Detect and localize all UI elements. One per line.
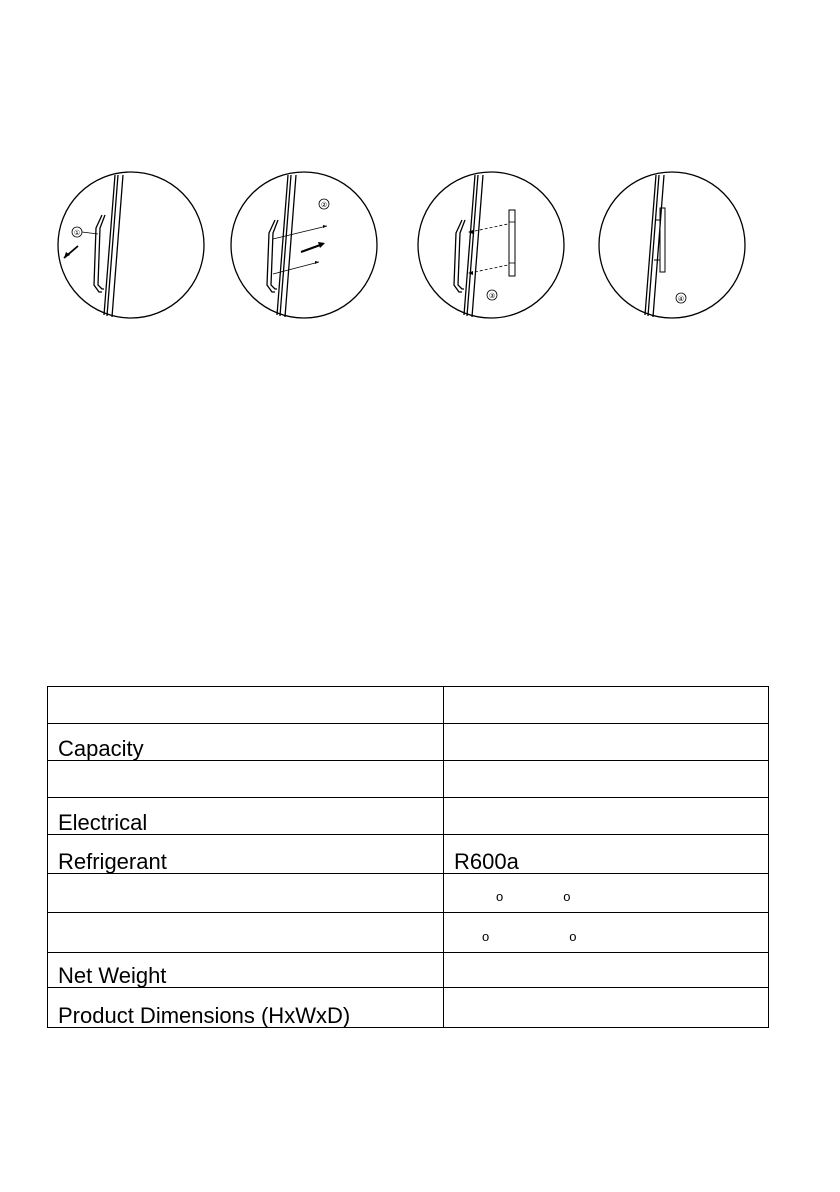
spec-row [48,835,769,874]
spec-row [48,953,769,988]
spec-label: Refrigerant [48,835,444,874]
spec-value: R600a [444,835,769,874]
spec-row [48,761,769,798]
step-marker: ④ [677,295,685,303]
fitting-install-illustration [416,170,566,320]
spec-label [48,687,444,724]
specification-table [47,686,769,1028]
spec-value [444,953,769,988]
degree-symbol: o [569,929,577,944]
spec-value [444,988,769,1028]
step-marker: ② [320,201,328,209]
degree-symbol: o [563,889,571,904]
spec-label: Capacity [48,724,444,761]
spec-label [48,874,444,913]
spec-label [48,761,444,798]
step-marker: ① [73,229,81,237]
spec-row [48,913,769,953]
spec-label: Net Weight [48,953,444,988]
diagram-step-3 [416,170,566,320]
spec-row [48,687,769,724]
spec-row [48,988,769,1028]
finished-fitting-illustration [597,170,747,320]
spec-row [48,874,769,913]
step-marker: ③ [488,292,496,300]
diagram-step-1 [56,170,206,320]
screw-removal-illustration [229,170,379,320]
spec-value [444,761,769,798]
degree-symbol: o [496,889,504,904]
degree-symbol: o [482,929,490,944]
diagram-step-2 [229,170,379,320]
spec-label: Electrical [48,798,444,835]
spec-label [48,913,444,953]
spec-value-temperature [444,913,769,953]
diagram-step-4 [597,170,747,320]
spec-value [444,724,769,761]
door-handle-removal-illustration [56,170,206,320]
spec-row [48,798,769,835]
spec-value-temperature [444,874,769,913]
spec-row [48,724,769,761]
spec-value [444,798,769,835]
spec-value [444,687,769,724]
spec-label: Product Dimensions (HxWxD) [48,988,444,1028]
